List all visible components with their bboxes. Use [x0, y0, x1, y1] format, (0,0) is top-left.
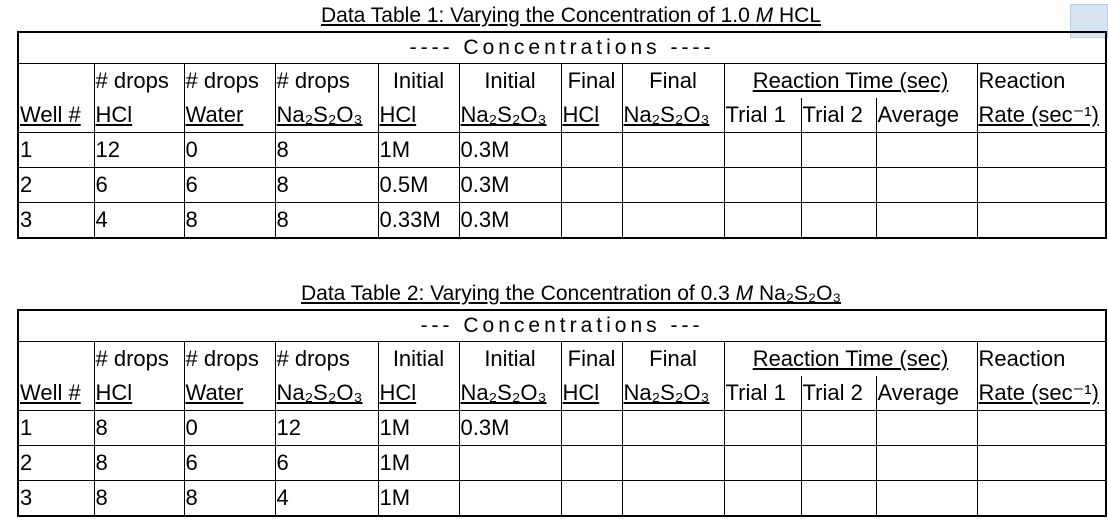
header-cell: Reaction — [977, 64, 1106, 99]
table-cell — [977, 133, 1106, 168]
table-row — [18, 133, 1106, 168]
table-cell: 6 — [275, 446, 378, 481]
table-cell: 8 — [275, 168, 378, 203]
header-cell — [18, 342, 94, 377]
header-cell: Rate (sec⁻¹) — [977, 376, 1106, 411]
table-cell — [561, 168, 622, 203]
header-cell: Na₂S₂O₃ — [459, 98, 561, 133]
table-cell — [801, 133, 876, 168]
table-cell — [801, 203, 876, 239]
table-cell — [801, 168, 876, 203]
table-cell — [561, 203, 622, 239]
table-cell: 0.5M — [378, 168, 459, 203]
header-cell-reaction-time: Reaction Time (sec) — [724, 64, 977, 99]
header-cell: HCl — [561, 98, 622, 133]
table-cell — [561, 133, 622, 168]
header-cell: Initial — [378, 64, 459, 99]
header-cell: HCl — [378, 376, 459, 411]
table-row — [18, 446, 1106, 481]
table-row — [18, 411, 1106, 446]
table-row — [18, 481, 1106, 517]
table-cell: 1M — [378, 133, 459, 168]
header-cell: Reaction — [977, 342, 1106, 377]
table-cell — [622, 446, 724, 481]
header-cell: Trial 1 — [724, 376, 801, 411]
header-cell: HCl — [378, 98, 459, 133]
header-cell: Water — [184, 98, 275, 133]
header-cell: Trial 1 — [724, 98, 801, 133]
table-cell: 0.3M — [459, 133, 561, 168]
header-cell: # drops — [275, 64, 378, 99]
table-cell: 12 — [275, 411, 378, 446]
header-cell: Well # — [18, 98, 94, 133]
table-title: Data Table 2: Varying the Concentration of 0.3 M Na₂S₂O₃ — [300, 282, 842, 305]
table-cell — [977, 168, 1106, 203]
table-cell — [622, 203, 724, 239]
header-cell: Trial 2 — [801, 376, 876, 411]
table-cell: 0.3M — [459, 168, 561, 203]
table-cell — [622, 481, 724, 517]
data-table — [17, 309, 1107, 517]
table-cell: 1M — [378, 411, 459, 446]
header-cell: Average — [876, 376, 977, 411]
table-cell: 4 — [275, 481, 378, 517]
header-cell: Na₂S₂O₃ — [275, 98, 378, 133]
header-cell: Final — [622, 64, 724, 99]
concentrations-label: --- Concentrations --- — [18, 310, 1106, 342]
table-cell: 6 — [184, 168, 275, 203]
table-cell — [622, 133, 724, 168]
table-cell — [459, 446, 561, 481]
table-cell — [622, 411, 724, 446]
table-cell — [724, 203, 801, 239]
table-cell: 6 — [184, 446, 275, 481]
table-cell — [622, 168, 724, 203]
table-cell — [724, 411, 801, 446]
header-cell: Initial — [459, 64, 561, 99]
table-cell: 1M — [378, 446, 459, 481]
header-cell: # drops — [94, 342, 184, 377]
header-cell: # drops — [94, 64, 184, 99]
header-cell: # drops — [184, 64, 275, 99]
table-cell: 8 — [94, 446, 184, 481]
table-cell — [724, 168, 801, 203]
table-cell — [977, 446, 1106, 481]
header-cell: Initial — [459, 342, 561, 377]
header-cell: Final — [561, 342, 622, 377]
table-cell: 3 — [18, 481, 94, 517]
table-cell: 8 — [275, 133, 378, 168]
table-cell — [876, 411, 977, 446]
table-cell: 6 — [94, 168, 184, 203]
table-cell — [801, 446, 876, 481]
table-title: Data Table 1: Varying the Concentration of 1.0 M HCL — [320, 4, 822, 27]
table-cell: 1 — [18, 133, 94, 168]
table-cell: 0.3M — [459, 411, 561, 446]
table-cell: 3 — [18, 203, 94, 239]
table-cell — [876, 203, 977, 239]
table-cell: 12 — [94, 133, 184, 168]
table-cell: 8 — [184, 203, 275, 239]
data-table-2-section — [17, 280, 1105, 517]
data-table-1-section — [17, 2, 1105, 239]
header-cell: Na₂S₂O₃ — [459, 376, 561, 411]
header-cell: Final — [561, 64, 622, 99]
header-cell: Trial 2 — [801, 98, 876, 133]
header-cell — [18, 64, 94, 99]
header-cell: # drops — [275, 342, 378, 377]
table-cell — [876, 168, 977, 203]
table-cell — [724, 446, 801, 481]
table-row — [18, 168, 1106, 203]
header-cell: Na₂S₂O₃ — [622, 98, 724, 133]
table-cell: 0 — [184, 411, 275, 446]
header-cell: HCl — [561, 376, 622, 411]
table-cell: 2 — [18, 446, 94, 481]
table-cell — [561, 446, 622, 481]
header-cell: Na₂S₂O₃ — [622, 376, 724, 411]
table-cell — [876, 133, 977, 168]
table-cell — [459, 481, 561, 517]
header-cell-reaction-time: Reaction Time (sec) — [724, 342, 977, 377]
table-cell: 2 — [18, 168, 94, 203]
header-cell: # drops — [184, 342, 275, 377]
table-cell — [977, 203, 1106, 239]
data-table — [17, 31, 1107, 239]
table-cell — [876, 446, 977, 481]
table-cell: 0.33M — [378, 203, 459, 239]
table-cell: 1M — [378, 481, 459, 517]
header-cell: HCl — [94, 376, 184, 411]
table-cell — [724, 133, 801, 168]
table-cell: 0.3M — [459, 203, 561, 239]
header-cell: Initial — [378, 342, 459, 377]
table-row — [18, 203, 1106, 239]
table-cell — [561, 481, 622, 517]
table-cell — [977, 411, 1106, 446]
header-cell: HCl — [94, 98, 184, 133]
table-cell — [801, 481, 876, 517]
header-cell: Well # — [18, 376, 94, 411]
table-cell — [801, 411, 876, 446]
header-cell: Water — [184, 376, 275, 411]
table-cell: 8 — [94, 411, 184, 446]
table-cell — [977, 481, 1106, 517]
table-cell: 0 — [184, 133, 275, 168]
header-cell: Na₂S₂O₃ — [275, 376, 378, 411]
table-cell — [561, 411, 622, 446]
header-cell: Final — [622, 342, 724, 377]
table-cell: 1 — [18, 411, 94, 446]
header-cell: Rate (sec⁻¹) — [977, 98, 1106, 133]
table-cell — [876, 481, 977, 517]
concentrations-label: ---- Concentrations ---- — [18, 32, 1106, 64]
table-cell — [724, 481, 801, 517]
table-cell: 8 — [94, 481, 184, 517]
header-cell: Average — [876, 98, 977, 133]
table-cell: 8 — [184, 481, 275, 517]
table-cell: 4 — [94, 203, 184, 239]
table-cell: 8 — [275, 203, 378, 239]
